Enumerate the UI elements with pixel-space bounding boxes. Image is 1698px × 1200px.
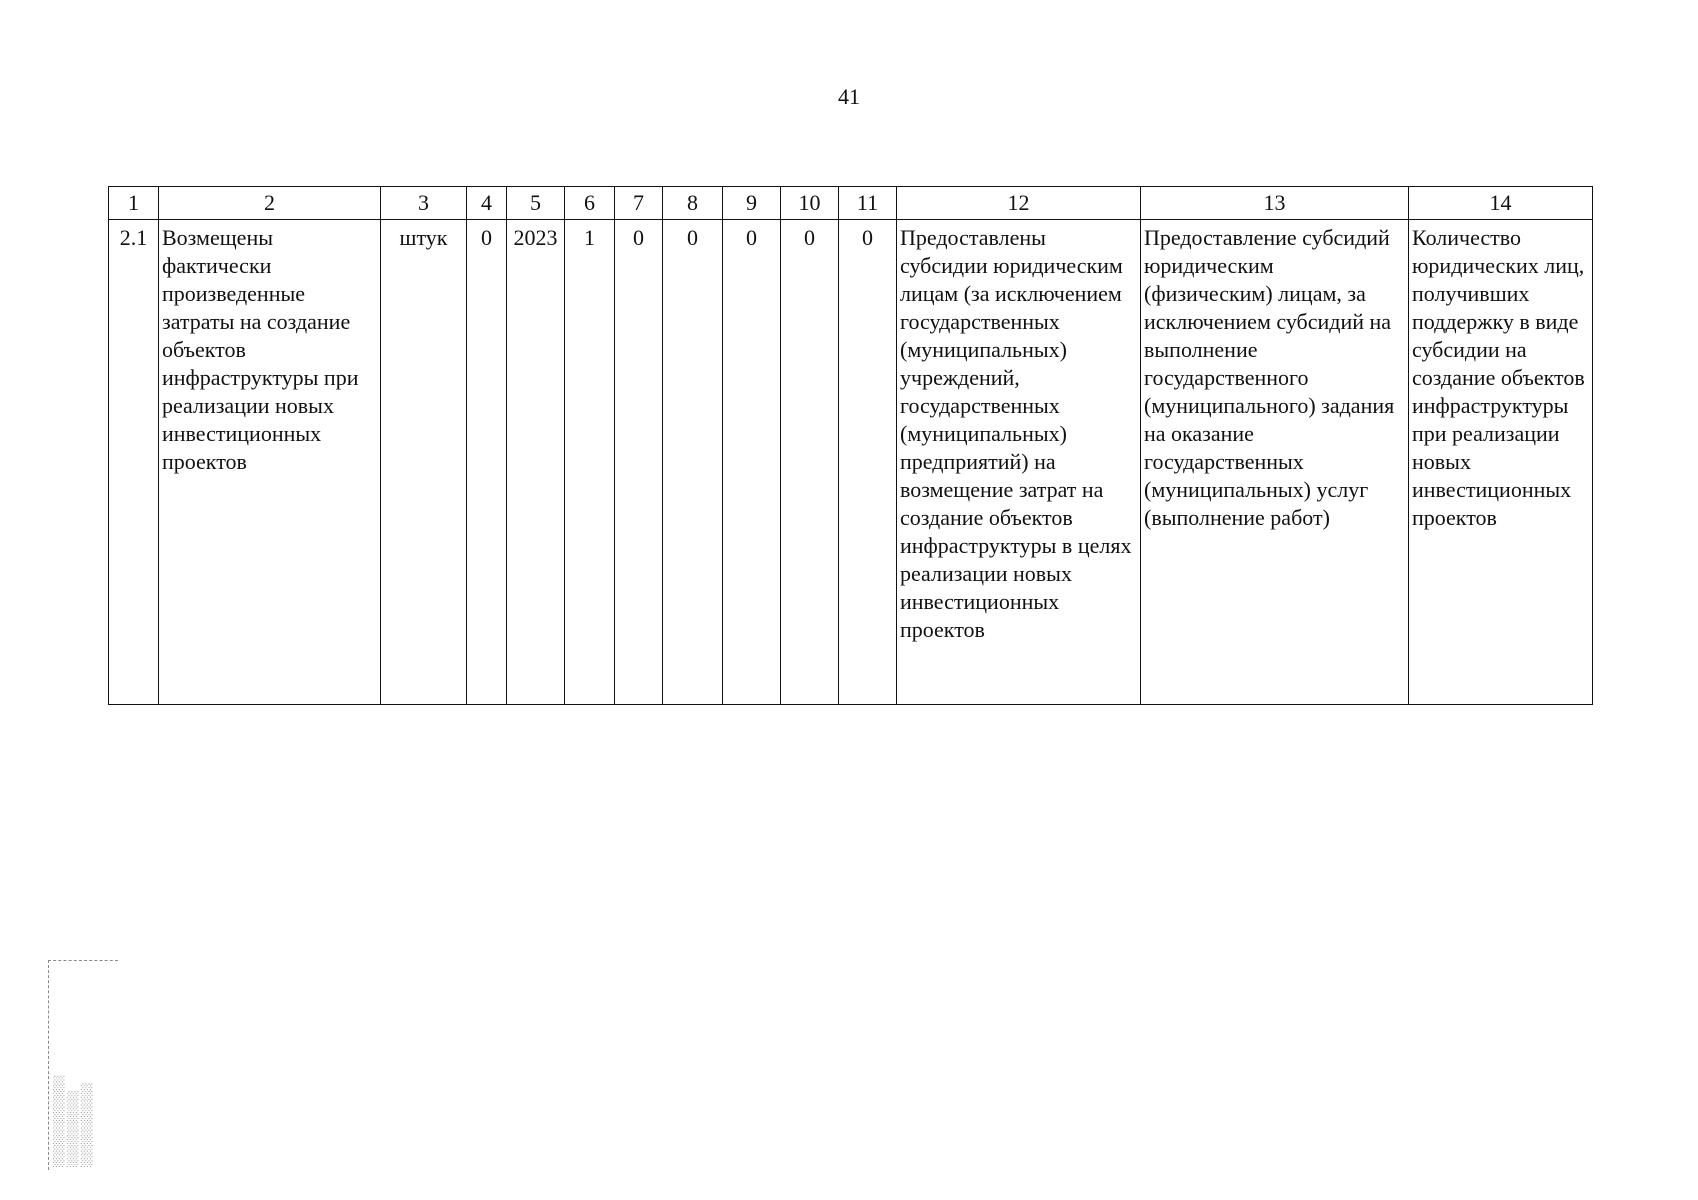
page-number: 41 bbox=[838, 84, 860, 109]
column-header: 10 bbox=[781, 187, 839, 220]
value-cell: 1 bbox=[565, 220, 615, 705]
event-type-cell: Предоставление субсидий юридическим (физическим) лицам, за исключением субсидий на выполнение государственного (муниципального) задания на оказание государственных (муниципальных) услуг (выполнение работ) bbox=[1141, 220, 1409, 705]
result-name-cell: Возмещены фактически произведенные затраты на создание объектов инфраструктуры при реализации новых инвестиционных проектов bbox=[159, 220, 381, 705]
value-cell: 0 bbox=[723, 220, 781, 705]
indicators-table bbox=[108, 186, 1593, 705]
column-header: 6 bbox=[565, 187, 615, 220]
column-header: 13 bbox=[1141, 187, 1409, 220]
column-header: 1 bbox=[109, 187, 159, 220]
column-header: 9 bbox=[723, 187, 781, 220]
column-header: 4 bbox=[467, 187, 507, 220]
unit-cell: штук bbox=[381, 220, 467, 705]
stamp-illegible-text: ░░░░░░░░░░░░ ░░░░░░░░░░ ░░░░░░░░░░░ bbox=[54, 1074, 93, 1167]
row-number-cell: 2.1 bbox=[109, 220, 159, 705]
value-cell: 0 bbox=[839, 220, 897, 705]
indicator-description-cell: Количество юридических лиц, получивших поддержку в виде субсидии на создание объектов инфраструктуры при реализации новых инвестиционных проектов bbox=[1409, 220, 1593, 705]
value-cell: 0 bbox=[615, 220, 663, 705]
column-header: 12 bbox=[897, 187, 1141, 220]
column-header: 7 bbox=[615, 187, 663, 220]
column-header: 11 bbox=[839, 187, 897, 220]
result-description-cell: Предоставлены субсидии юридическим лицам (за исключением государственных (муниципальных) учреждений, государственных (муниципальных) предприятий) на возмещение затрат на создание объектов инфраструктуры в целях реализации новых инвестиционных проектов bbox=[897, 220, 1141, 705]
value-cell: 0 bbox=[467, 220, 507, 705]
column-header: 14 bbox=[1409, 187, 1593, 220]
column-header: 8 bbox=[663, 187, 723, 220]
registration-stamp bbox=[48, 960, 118, 1170]
year-cell: 2023 bbox=[507, 220, 565, 705]
value-cell: 0 bbox=[663, 220, 723, 705]
value-cell: 0 bbox=[781, 220, 839, 705]
column-header: 2 bbox=[159, 187, 381, 220]
column-header: 3 bbox=[381, 187, 467, 220]
table-header-row bbox=[109, 187, 1593, 220]
table-row bbox=[109, 220, 1593, 705]
column-header: 5 bbox=[507, 187, 565, 220]
